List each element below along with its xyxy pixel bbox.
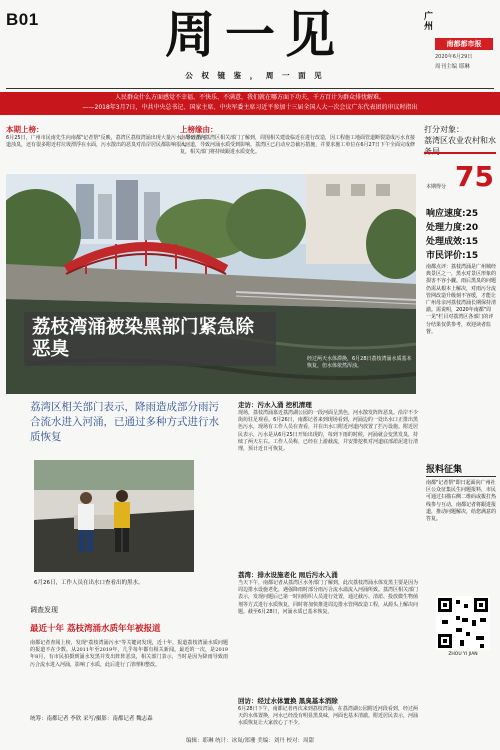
survey-label: 调查发现 xyxy=(30,606,58,614)
score-label: 本期得分 xyxy=(426,184,447,190)
score-divider xyxy=(424,152,496,154)
section-head-visit: 走访：污水入涌 挖机清理 xyxy=(238,401,312,409)
stat-citizen-rating: 市民评价:15 xyxy=(426,251,479,261)
reason-title: 上榜缘由： xyxy=(180,125,218,134)
reason-text: 南都记者向荔湾区相关部门了解到，周围相关建设临近在进行改造，因工程施工地面管道断裂造成污水直接入河道，导致河涌水质受到影响。荔湾区已启动应急截污措施，并要求施工单位在6月27日下午全面完成修复，相关部门将持续跟进水质变化。 xyxy=(180,135,416,156)
masthead-title: 周一见 xyxy=(165,5,345,64)
tip-call-text: 南都"记者帮"即日起面向广州社区公众征集民生问题报料，市民可通过扫描右侧二维码或拨打热线参与互动，南都记者将跟进报道，推动问题解决，给您满意的答复。 xyxy=(426,480,497,523)
stat-handling-effort: 处理力度:20 xyxy=(426,223,479,233)
qr-code-icon[interactable] xyxy=(436,596,490,650)
score-target: 打分对象： 荔湾区农业农村和水 xyxy=(424,125,496,145)
issue-date: 2020年6月29日 xyxy=(435,54,473,60)
tip-call-title: 报料征集 xyxy=(426,465,463,475)
editor-line: 周刊主编 耶琳 xyxy=(435,64,470,70)
subheadline: 荔湾区相关部门表示，降雨造成部分雨污合流水进入河涌，已通过多种方式进行水质恢复 xyxy=(30,401,219,443)
newspaper-logo: 南都都市报 xyxy=(435,38,493,50)
stat-handling-result: 处理成效:15 xyxy=(426,237,479,247)
banner-line-2: ——2018年3月7日，中共中央总书记、国家主席、中央军委主席习近平参加十三届全国人大一次会议广东代表团的审议时指出 xyxy=(82,104,418,111)
listing-text: 6月25日，广州市民南先生向南都"记者帮"反映，荔湾区荔枝湾涌出现大量污水，导致黑河道浊臭，还有很多附近村垃圾漂浮在水面，污水散出的恶臭对沿岸居民都影响很大。 xyxy=(6,135,206,149)
page-footer: 编辑：耶琳 统计：冰岚/郑珊 美编：刘丹 校对：周甜 xyxy=(185,738,315,744)
header-rule xyxy=(6,88,494,89)
survey-title: 最近十年 荔枝湾涌水质年年被报道 xyxy=(30,624,161,634)
score-value: 75 xyxy=(455,160,494,193)
score-commentary: 南都点评：荔枝湾涌是广州城经典景区之一，黑水对景区形象的损害不容小觑。雨后黑臭的问题仍需从根本上解决，对雨污分流管网改造升级刻不容缓，才能让广州母亲河荔枝湾涌长期保持清澈。需说明，2020年南都"周一见"栏目对荔湾区各部门的评分结果仅供参考，欢迎读者监督。 xyxy=(426,264,497,335)
section-text-visit: 现场，荔枝湾涌靠近荔湾湖公园的一段河面呈黑色，河水散发阵阵恶臭。沿岸不少街坊驻足观看。6月26日，南都记者来到现场看到，河涌边的一处出水口正排出黑色污水，现场有工作人员在查看，并在出水口附近河道内放置了拦污设施。附近居民表示，污水是从6月25日开始出现的，每到下雨的时候，河涌就会变黑发臭，持续了两天左右。工作人员称，已经在上游截流，并安排挖机对河道底部淤泥进行清理，预计近日可恢复。 xyxy=(238,410,419,453)
survey-text: 南都记者查阅上榜，发现"荔枝湾涌污水"等关键词发现，近十年，报道荔枝湾涌水质问题的报道不在少数。从2011年至2019年，几乎每年都有相关新闻。最近的一次，是2019年8月，有市民拍摄到涌水发黑并发出阵阵恶臭，相关部门表示，当时是因为降雨导致雨污合流水进入河涌，影响了水质，此后进行了清理和整改。 xyxy=(30,640,228,668)
section-text-revisit: 6月28日下午，南都记者再次来到荔枝湾涌，在荔湾湖公园附近河段看到，经过两天的水体置换，河水已经没有明显黑臭味，河面也基本清澈。附近居民表示，河涌水质恢复让大家放心了不少。 xyxy=(238,706,419,727)
stat-response-speed: 响应速度:25 xyxy=(426,209,479,219)
banner-line-1: 人民群众什么方面感觉不幸福、不快乐、不满意，我们就在哪方面下功夫，千方百计为群众排忧解难。 xyxy=(114,94,385,101)
tip-call-rule xyxy=(426,476,496,477)
quote-banner xyxy=(0,92,500,115)
section-head-revisit: 回访：经过水体置换 黑臭基本消除 xyxy=(238,697,338,705)
listing-title: 本期上榜： xyxy=(6,125,44,134)
main-headline: 荔枝湾涌被染黑部门紧急除恶臭 xyxy=(24,312,276,366)
slogan: 公 权 镜 鉴 ， 周 一 面 见 xyxy=(185,71,325,80)
qr-label: ZHOU YI JIAN xyxy=(448,652,478,657)
section-text-response: 当天下午，南都记者从荔湾区水务部门了解到，此次荔枝湾涌水体发黑主要是因为周边排水设施老化，遇强降雨时部分雨污合流水溢流入河涌所致。荔湾区相关部门表示，发现问题后已第一时间组织人员进行处置，通过截污、清淤、投放微生物菌剂等方式进行水质恢复，同时将加快推进周边排水管网改造工程，从源头上解决问题。截至6月28日，河涌水质已基本恢复。 xyxy=(238,580,419,615)
city-label: 广州 xyxy=(424,12,434,32)
photo-caption: 经过两天水体滞换，6月28日荔枝湾涌水质基本恢复，但水体依然浑浊。 xyxy=(307,356,412,369)
byline-credit: 统筹：南都记者 李欣 采写/摄影：南都记者 魏志森 xyxy=(30,716,153,722)
workers-photo-caption: 6月26日，工作人员在出水口查看出的黑水。 xyxy=(34,580,144,586)
workers-photo xyxy=(34,460,194,572)
section-head-response: 荔湾：排水设施老化 雨后污水入涌 xyxy=(238,571,338,579)
page-code: B01 xyxy=(6,10,39,29)
